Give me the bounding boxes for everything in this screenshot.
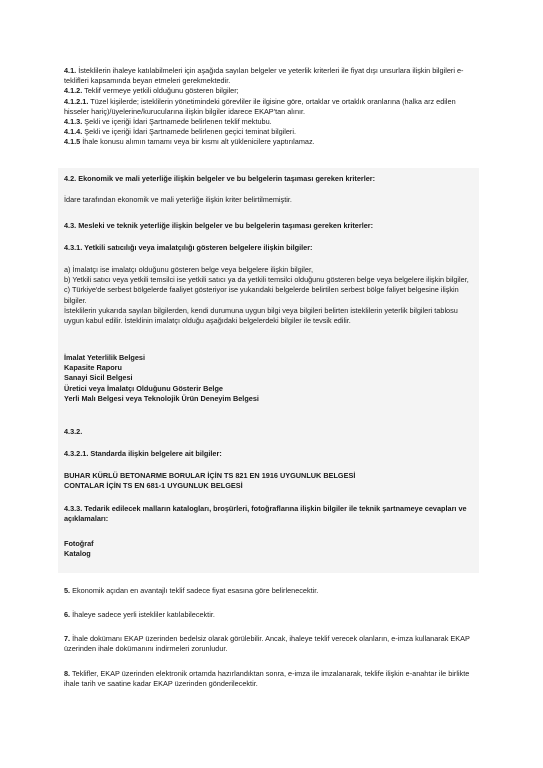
section-4-1 [64,66,479,148]
doc-item: Yerli Malı Belgesi veya Teknolojik Ürün Deneyim Belgesi [64,393,259,403]
item-8: 8. Teklifler, EKAP üzerinden elektronik ortamda hazırlandıktan sonra, e-imza ile imzalanarak, teklife ilişkin e-anahtar ile birlikte ihale tarih ve saatine kadar EKAP üzerinden gönderilecektir. [64,669,470,689]
catalog-item: Fotoğraf [64,539,94,548]
heading-4-3-3: 4.3.3. Tedarik edilecek malların katalogları, broşürleri, fotoğraflarına ilişkin bilgiler ile teknik şartnameye cevapları ve açıklamaları: [64,504,467,524]
doc-item: Kapasite Raporu [64,363,122,373]
item-7: 7. İhale dokümanı EKAP üzerinden bedelsiz olarak görülebilir. Ancak, ihaleye teklif verecek olanların, e-imza kullanarak EKAP üzerinden ihale dokümanını indirmeleri zorunludur. [64,634,470,654]
item-4-1-5: 4.1.5 İhale konusu alımın tamamı veya bir kısmı alt yüklenicilere yaptırılamaz. [64,137,315,147]
para-d: İsteklilerin yukarıda sayılan bilgilerden, kendi durumuna uygun bilgi veya bilgileri belirten isteklilerin yeterlik bilgileri tablosu uygun kabul edilir. İsteklinin imalatçı olduğu aşağıdaki belgelerdeki bilgiler ile tevsik edilir. [64,305,458,326]
heading-4-2: 4.2. Ekonomik ve mali yeterliğe ilişkin belgeler ve bu belgelerin taşıması gereken kriterler: [64,174,376,183]
section-4-2-4-3 [58,168,479,573]
item-5: 5. Ekonomik açıdan en avantajlı teklif sadece fiyat esasına göre belirlenecektir. [64,586,319,595]
para-c: c) Türkiye'de serbest bölgelerde faaliyet gösteriyor ise yukarıdaki belgelerde belirtilen serbest bölge faliyet belgesine ilişkin bilgiler. [64,285,459,305]
heading-4-3-2: 4.3.2. [64,427,83,436]
catalog-list [64,539,476,559]
item-4-1-3: 4.1.3. Şekli ve içeriği İdari Şartnamede belirlenen teklif mektubu. [64,117,272,127]
text-4-2: İdare tarafından ekonomik ve mali yeterliğe ilişkin kriter belirtilmemiştir. [64,195,292,204]
item-4-1: 4.1. İsteklilerin ihaleye katılabilmeleri için aşağıda sayılan belgeler ve yeterlik kriterleri ile fiyat dışı unsurlara ilişkin bilgileri e-teklifleri kapsamında beyan etmeleri gerekmektedir. [64,66,464,86]
heading-4-3-2-1: 4.3.2.1. Standarda ilişkin belgelere ait bilgiler: [64,449,222,458]
catalog-item: Katalog [64,549,91,559]
para-a: a) İmalatçı ise imalatçı olduğunu gösteren belge veya belgelere ilişkin bilgiler, [64,265,314,274]
para-b: b) Yetkili satıcı veya yetkili temsilci ise yetkili satıcı ya da yetkili temsilci olduğunu gösteren belge veya belgelere ilişkin bilgiler, [64,275,469,285]
item-4-1-4: 4.1.4. Şekli ve içeriği İdari Şartnamede belirlenen geçici teminat bilgileri. [64,127,297,137]
standard-item: CONTALAR İÇİN TS EN 681-1 UYGUNLUK BELGESİ [64,481,243,491]
doc-item: Üretici veya İmalatçı Olduğunu Gösterir Belge [64,383,223,393]
doc-item: Sanayi Sicil Belgesi [64,373,133,383]
text-4-3-1 [64,265,476,326]
standards-list [64,471,476,491]
item-4-1-2-1: 4.1.2.1. Tüzel kişilerde; isteklilerin yönetimindeki görevliler ile ilgisine göre, ortaklar ve ortaklık oranlarına (halka arz edilen hisseler hariç)/üyelerine/kurucularına ilişkin bilgiler idarece EKAP'tan alınır. [64,96,456,116]
doc-item: İmalat Yeterlilik Belgesi [64,353,145,362]
heading-4-3: 4.3. Mesleki ve teknik yeterliğe ilişkin belgeler ve bu belgelerin taşıması gereken kriterler: [64,221,374,230]
item-4-1-2: 4.1.2. Teklif vermeye yetkili olduğunu gösteren bilgiler; [64,86,239,96]
heading-4-3-1: 4.3.1. Yetkili satıcılığı veya imalatçılığı gösteren belgelere ilişkin bilgiler: [64,243,313,252]
docs-list [64,353,476,404]
standard-item: BUHAR KÜRLÜ BETONARME BORULAR İÇİN TS 821 EN 1916 UYGUNLUK BELGESİ [64,471,356,480]
item-6: 6. İhaleye sadece yerli istekliler katılabilecektir. [64,610,215,619]
